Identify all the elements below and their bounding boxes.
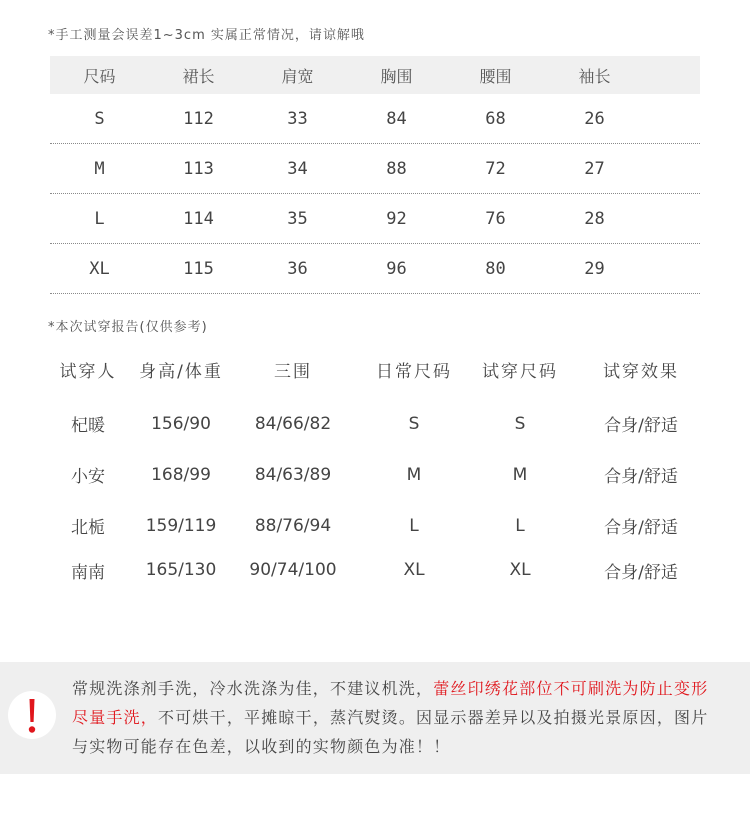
size-table <box>50 56 700 294</box>
measurement-note: *手工测量会误差1~3cm 实属正常情况，请谅解哦 <box>48 28 365 43</box>
table-cell: 113 <box>183 158 214 179</box>
table-cell: 35 <box>287 208 308 229</box>
fit-header-cell: 试穿人 <box>59 361 117 382</box>
table-cell: 36 <box>287 258 308 279</box>
size-header-cell: 肩宽 <box>281 66 314 86</box>
table-cell: 96 <box>386 258 407 279</box>
table-row <box>40 449 710 500</box>
table-cell: 88 <box>386 158 407 179</box>
table-cell: 33 <box>287 108 308 129</box>
table-cell: L <box>94 208 105 229</box>
table-row <box>40 500 710 551</box>
table-cell: XL <box>89 258 110 279</box>
table-cell: 88/76/94 <box>254 515 332 536</box>
table-row <box>40 398 710 449</box>
table-cell: 80 <box>485 258 506 279</box>
fit-header-cell: 试穿尺码 <box>482 361 558 382</box>
table-row <box>50 94 700 144</box>
table-cell: 杞暖 <box>71 416 105 436</box>
fit-header-cell: 日常尺码 <box>376 361 452 382</box>
table-cell: 165/130 <box>145 560 217 580</box>
table-row <box>40 551 710 589</box>
fit-header-cell: 三围 <box>274 361 312 382</box>
size-header-cell: 袖长 <box>578 66 611 86</box>
table-cell: 159/119 <box>145 515 217 536</box>
table-cell: 合身/舒适 <box>604 518 678 538</box>
size-header-cell: 胸围 <box>380 66 413 86</box>
table-cell: 27 <box>584 158 605 179</box>
table-cell: XL <box>403 560 425 580</box>
table-cell: 72 <box>485 158 506 179</box>
size-header-cell: 裙长 <box>182 66 215 86</box>
table-cell: M <box>406 464 422 485</box>
table-cell: 28 <box>584 208 605 229</box>
fit-table-header <box>40 352 710 386</box>
table-cell: 26 <box>584 108 605 129</box>
care-text-normal: 常规洗涤剂手洗，冷水洗涤为佳，不建议机洗， <box>72 679 434 698</box>
table-cell: 84 <box>386 108 407 129</box>
exclamation-icon <box>8 691 56 739</box>
table-cell: 84/66/82 <box>254 413 332 434</box>
table-cell: 34 <box>287 158 308 179</box>
fit-report-table <box>40 352 710 589</box>
table-row <box>50 194 700 244</box>
table-cell: 北栀 <box>71 518 105 538</box>
table-cell: 68 <box>485 108 506 129</box>
care-instructions-text <box>72 674 712 761</box>
table-cell: 115 <box>183 258 214 279</box>
fit-header-cell: 试穿效果 <box>603 361 679 382</box>
care-text-highlight: 蕾丝印绣花部位不可刷洗为防止变形尽量手洗， <box>72 679 709 727</box>
size-table-header <box>50 56 700 94</box>
table-cell: 南南 <box>71 562 105 583</box>
table-cell: 112 <box>183 108 214 129</box>
table-cell: 90/74/100 <box>249 560 337 580</box>
fit-report-note: *本次试穿报告(仅供参考) <box>48 320 208 335</box>
table-cell: 156/90 <box>151 413 211 434</box>
table-cell: 92 <box>386 208 407 229</box>
table-row <box>50 244 700 294</box>
table-cell: L <box>515 515 525 536</box>
table-cell: 84/63/89 <box>254 464 332 485</box>
care-text-normal: 不可烘干，平摊晾干，蒸汽熨烫。因显示器差异以及拍摄光景原因，图片与实物可能存在色差，以收到的实物颜色为准！！ <box>72 708 709 756</box>
fit-header-cell: 身高/体重 <box>139 361 223 382</box>
table-cell: XL <box>509 560 531 580</box>
table-cell: 小安 <box>71 467 105 487</box>
table-cell: 合身/舒适 <box>604 562 678 583</box>
table-cell: S <box>514 413 526 434</box>
size-header-cell: 尺码 <box>83 66 116 86</box>
table-cell: S <box>408 413 420 434</box>
table-cell: 合身/舒适 <box>604 416 678 436</box>
table-cell: 29 <box>584 258 605 279</box>
table-cell: M <box>512 464 528 485</box>
table-cell: 合身/舒适 <box>604 467 678 487</box>
size-header-cell: 腰围 <box>479 66 512 86</box>
table-cell: 168/99 <box>151 464 211 485</box>
table-cell: 114 <box>183 208 214 229</box>
table-cell: 76 <box>485 208 506 229</box>
table-row <box>50 144 700 194</box>
table-cell: L <box>409 515 419 536</box>
table-cell: M <box>94 158 105 179</box>
table-cell: S <box>94 108 105 129</box>
